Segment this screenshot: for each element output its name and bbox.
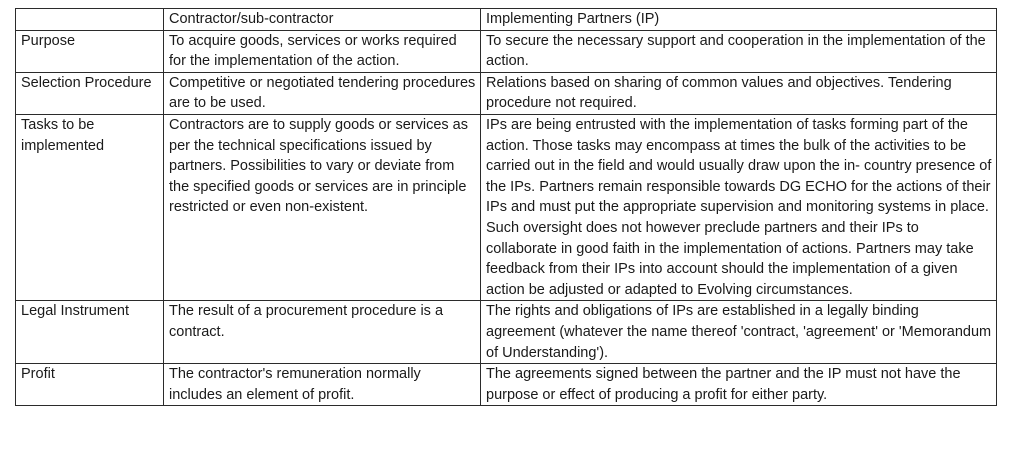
header-cell-ip: Implementing Partners (IP) bbox=[481, 9, 997, 31]
cell-ip: The agreements signed between the partner and the IP must not have the purpose or effect of producing a profit for either party. bbox=[481, 364, 997, 406]
comparison-table bbox=[15, 8, 997, 406]
row-label-legal-instrument: Legal Instrument bbox=[16, 301, 164, 364]
cell-ip: Relations based on sharing of common values and objectives. Tendering procedure not required. bbox=[481, 72, 997, 114]
cell-contractor: To acquire goods, services or works required for the implementation of the action. bbox=[164, 30, 481, 72]
cell-contractor: Contractors are to supply goods or services as per the technical specifications issued by partners. Possibilities to vary or deviate from the specified goods or services are in principle restricted or even non-existent. bbox=[164, 114, 481, 300]
table-row bbox=[16, 364, 997, 406]
table-row bbox=[16, 72, 997, 114]
cell-contractor: The contractor's remuneration normally includes an element of profit. bbox=[164, 364, 481, 406]
header-cell-empty bbox=[16, 9, 164, 31]
row-label-profit: Profit bbox=[16, 364, 164, 406]
cell-ip: The rights and obligations of IPs are established in a legally binding agreement (whatever the name thereof 'contract, 'agreement' or 'Memorandum of Understanding'). bbox=[481, 301, 997, 364]
row-label-purpose: Purpose bbox=[16, 30, 164, 72]
table-header-row bbox=[16, 9, 997, 31]
table-row bbox=[16, 301, 997, 364]
row-label-selection-procedure: Selection Procedure bbox=[16, 72, 164, 114]
cell-ip: IPs are being entrusted with the implementation of tasks forming part of the action. Those tasks may encompass at times the bulk of the activities to be carried out in the field and would usually draw upon the in- country presence of the IPs. Partners remain responsible towards DG ECHO for the actions of their IPs and must put the appropriate supervision and monitoring systems in place. Such oversight does not however preclude partners and their IPs to collaborate in good faith in the implementation of actions. Partners may take feedback from their IPs into account should the implementation of a given action be adjusted or adapted to Evolving circumstances. bbox=[481, 114, 997, 300]
cell-contractor: The result of a procurement procedure is a contract. bbox=[164, 301, 481, 364]
cell-ip: To secure the necessary support and cooperation in the implementation of the action. bbox=[481, 30, 997, 72]
table-row bbox=[16, 30, 997, 72]
header-cell-contractor: Contractor/sub-contractor bbox=[164, 9, 481, 31]
cell-contractor: Competitive or negotiated tendering procedures are to be used. bbox=[164, 72, 481, 114]
row-label-tasks: Tasks to be implemented bbox=[16, 114, 164, 300]
table-row bbox=[16, 114, 997, 300]
